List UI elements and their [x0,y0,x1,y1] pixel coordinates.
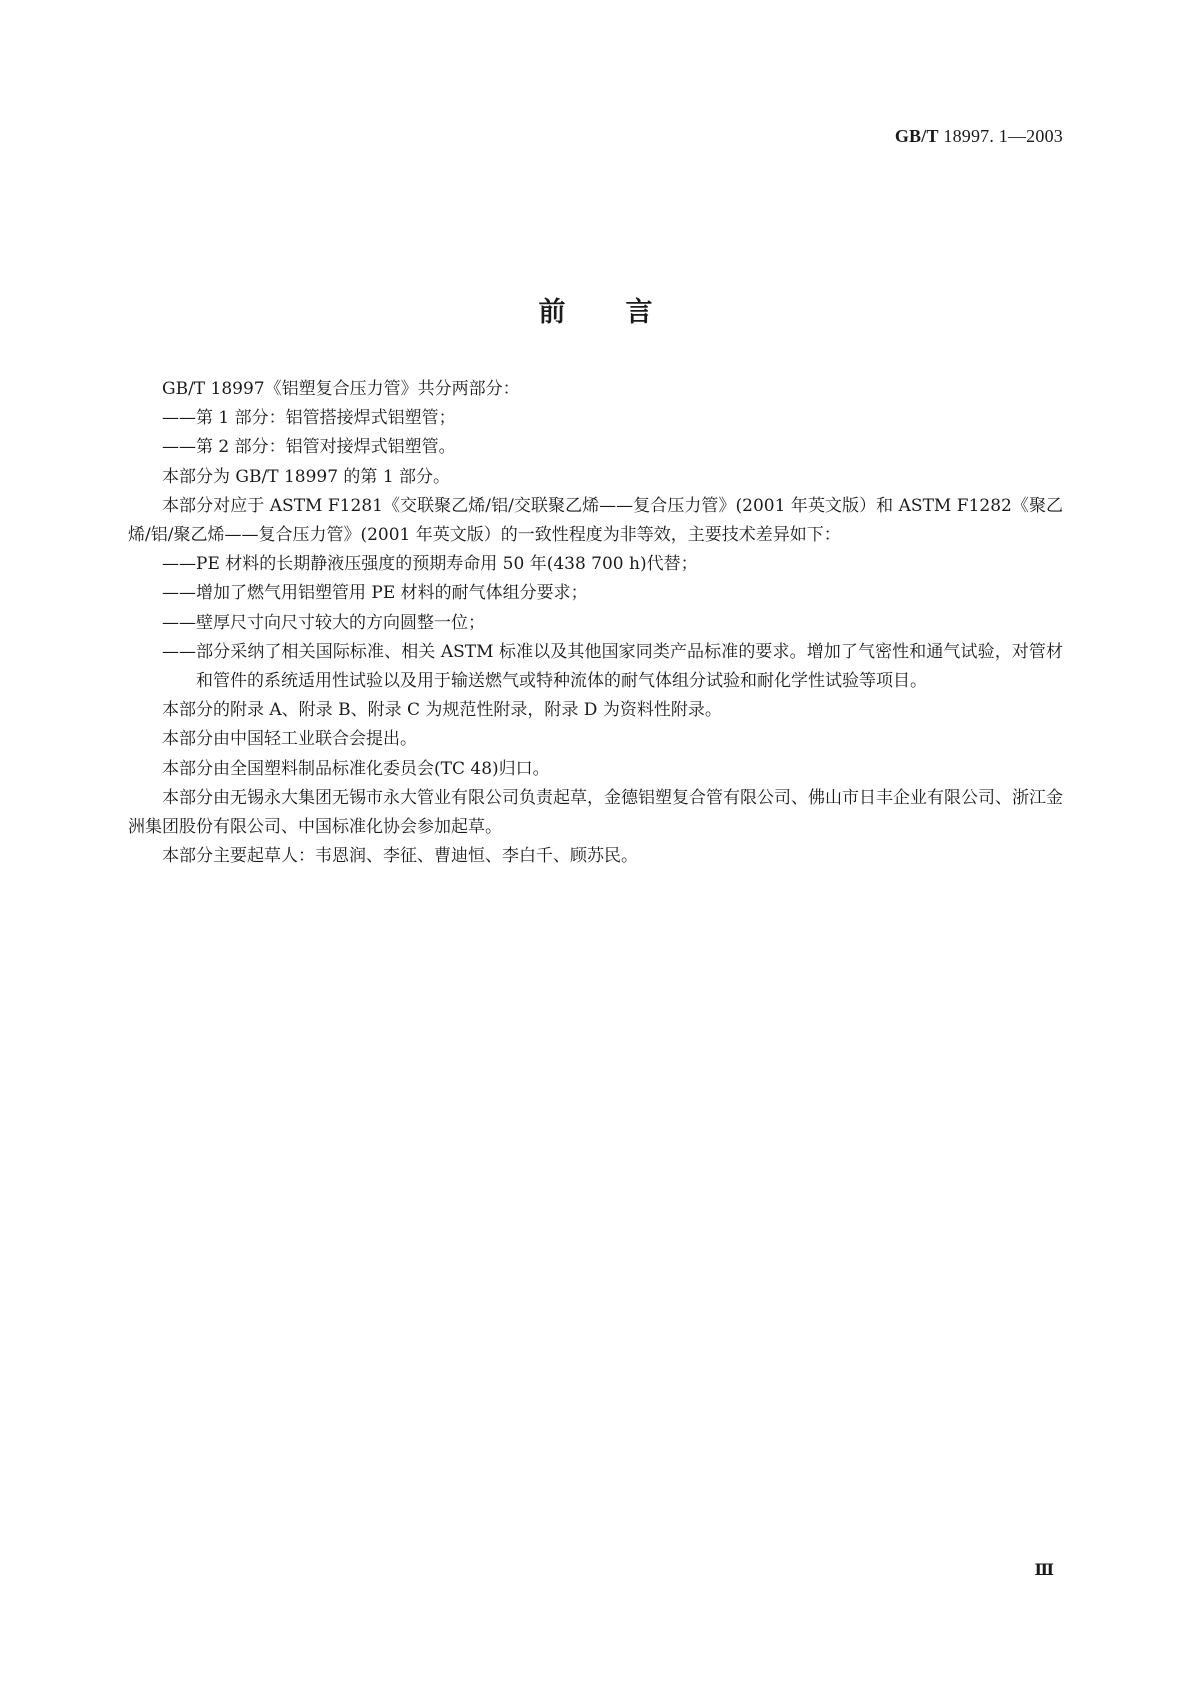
list-item-difference-1: ——PE 材料的长期静液压强度的预期寿命用 50 年(438 700 h)代替； [162,554,698,575]
list-item-difference-3: ——壁厚尺寸向尺寸较大的方向圆整一位； [162,612,485,633]
paragraph-drafting-org: 本部分由无锡永大集团无锡市永大管业有限公司负责起草，金德铝塑复合管有限公司、佛山市日丰企业有限公司、浙江金洲集团股份有限公司、中国标准化协会参加起草。 [128,787,1063,838]
paragraph-drafters: 本部分主要起草人：韦恩润、李征、曹迪恒、李白千、顾苏民。 [162,846,638,867]
paragraph-intro: GB/T 18997《铝塑复合压力管》共分两部分： [162,379,520,399]
standard-code [895,126,1063,147]
page-number: Ⅲ [1034,1562,1053,1579]
list-item-difference-4: ——部分采纳了相关国际标准、相关 ASTM 标准以及其他国家同类产品标准的要求。增加了气密性和通气试验，对管材和管件的系统适用性试验以及用于输送燃气或特种流体的耐气体组分试验和耐化学性试验等项目。 [162,641,1063,692]
paragraph-centralized: 本部分由全国塑料制品标准化委员会(TC 48)归口。 [162,758,550,779]
standard-code-prefix: GB/T [894,126,939,146]
foreword-body [128,375,1063,871]
list-item-difference-2: ——增加了燃气用铝塑管用 PE 材料的耐气体组分要求； [162,583,588,604]
list-item-part-2: ——第 2 部分：铝管对接焊式铝塑管。 [162,437,456,458]
paragraph-proposer: 本部分由中国轻工业联合会提出。 [162,729,417,750]
paragraph-annexes: 本部分的附录 A、附录 B、附录 C 为规范性附录，附录 D 为资料性附录。 [162,700,722,721]
list-item-part-1: ——第 1 部分：铝管搭接焊式铝塑管； [162,408,456,429]
paragraph-this-part: 本部分为 GB/T 18997 的第 1 部分。 [162,466,451,487]
standard-code-number: 18997. 1—2003 [938,126,1063,146]
page-title: 前言 [538,297,713,329]
paragraph-correspondence: 本部分对应于 ASTM F1281《交联聚乙烯/铝/交联聚乙烯——复合压力管》(2001 年英文版）和 ASTM F1282《聚乙烯/铝/聚乙烯——复合压力管》(2001 年英文版）的一致性程度为非等效，主要技术差异如下： [128,495,1063,546]
